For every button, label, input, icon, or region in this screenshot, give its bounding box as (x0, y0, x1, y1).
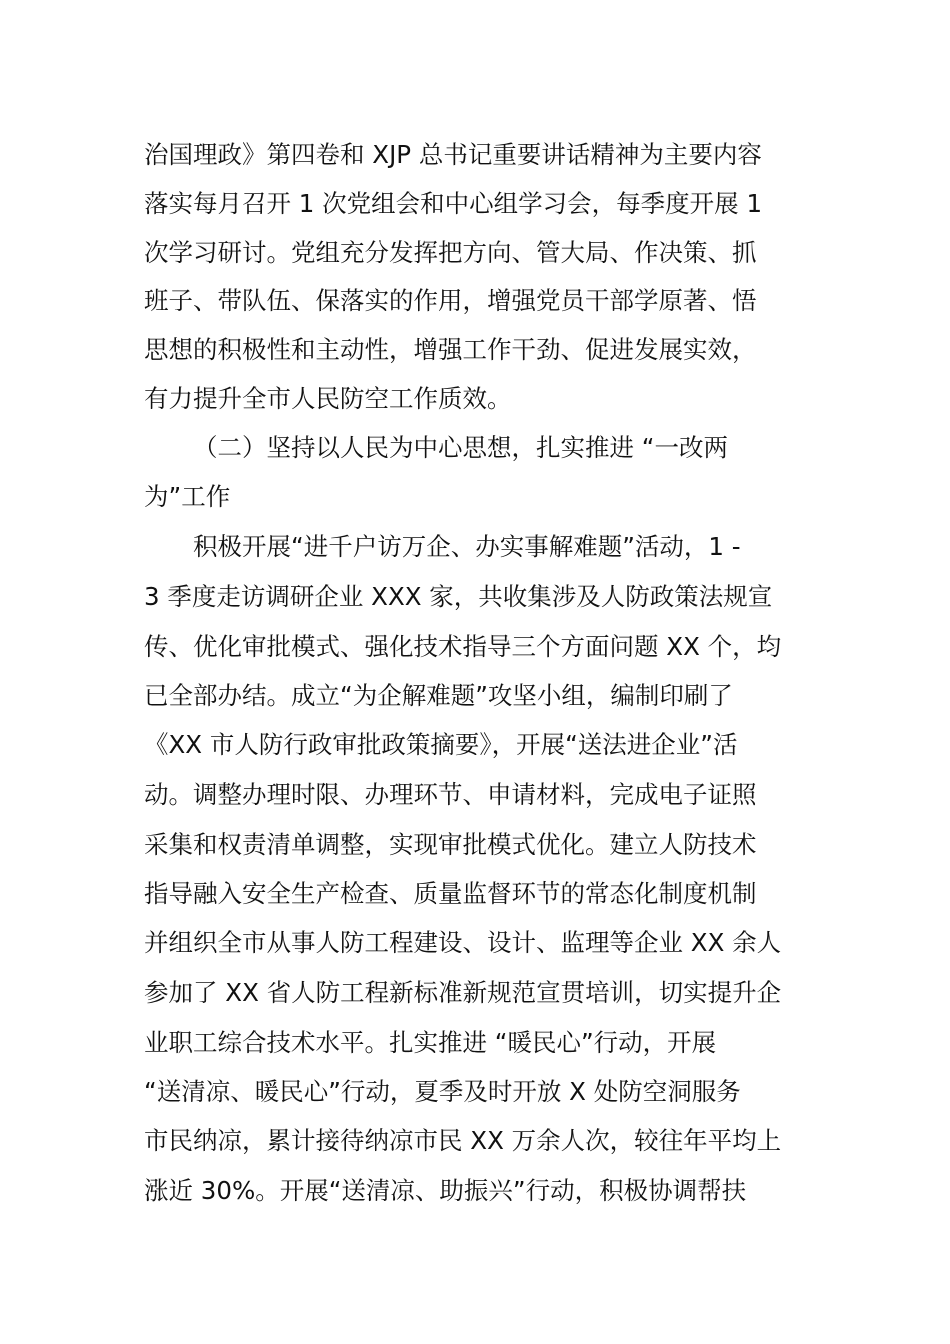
text-line: 积极开展“进千户访万企、办实事解难题”活动，1 - (193, 532, 741, 561)
text-line: 3 季度走访调研企业 XXX 家，共收集涉及人防政策法规宣 (144, 582, 773, 611)
text-line: 传、优化审批模式、强化技术指导三个方面问题 XX 个，均 (144, 632, 782, 661)
text-line: 已全部办结。成立“为企解难题”攻坚小组，编制印刷了 (144, 681, 733, 710)
text-line: 并组织全市从事人防工程建设、设计、监理等企业 XX 余人 (144, 928, 782, 957)
text-line: 落实每月召开 1 次党组会和中心组学习会，每季度开展 1 (144, 189, 763, 218)
text-line: 次学习研讨。党组充分发挥把方向、管大局、作决策、抓 (144, 238, 757, 267)
text-line: 指导融入安全生产检查、质量监督环节的常态化制度机制 (144, 879, 757, 908)
text-line: 有力提升全市人民防空工作质效。 (144, 384, 512, 413)
text-line: 采集和权责清单调整，实现审批模式优化。建立人防技术 (144, 830, 757, 859)
text-line: 涨近 30%。开展“送清凉、助振兴”行动，积极协调帮扶 (144, 1176, 747, 1205)
text-line: 思想的积极性和主动性，增强工作干劲、促进发展实效， (144, 335, 757, 364)
section-heading-line: （二）坚持以人民为中心思想，扎实推进 “一改两 (193, 433, 728, 462)
text-line: 治国理政》第四卷和 XJP 总书记重要讲话精神为主要内容 (144, 140, 762, 169)
section-heading-line: 为”工作 (144, 482, 231, 511)
text-line: “送清凉、暖民心”行动，夏季及时开放 X 处防空洞服务 (144, 1077, 741, 1106)
text-line: 市民纳凉，累计接待纳凉市民 XX 万余人次，较往年平均上 (144, 1126, 782, 1155)
text-line: 业职工综合技术水平。扎实推进 “暖民心”行动，开展 (144, 1028, 717, 1057)
text-line: 参加了 XX 省人防工程新标准新规范宣贯培训，切实提升企 (144, 978, 782, 1007)
text-line: 《XX 市人防行政审批政策摘要》，开展“送法进企业”活 (144, 730, 738, 759)
text-line: 动。调整办理时限、办理环节、申请材料，完成电子证照 (144, 780, 757, 809)
text-line: 班子、带队伍、保落实的作用，增强党员干部学原著、悟 (144, 286, 757, 315)
